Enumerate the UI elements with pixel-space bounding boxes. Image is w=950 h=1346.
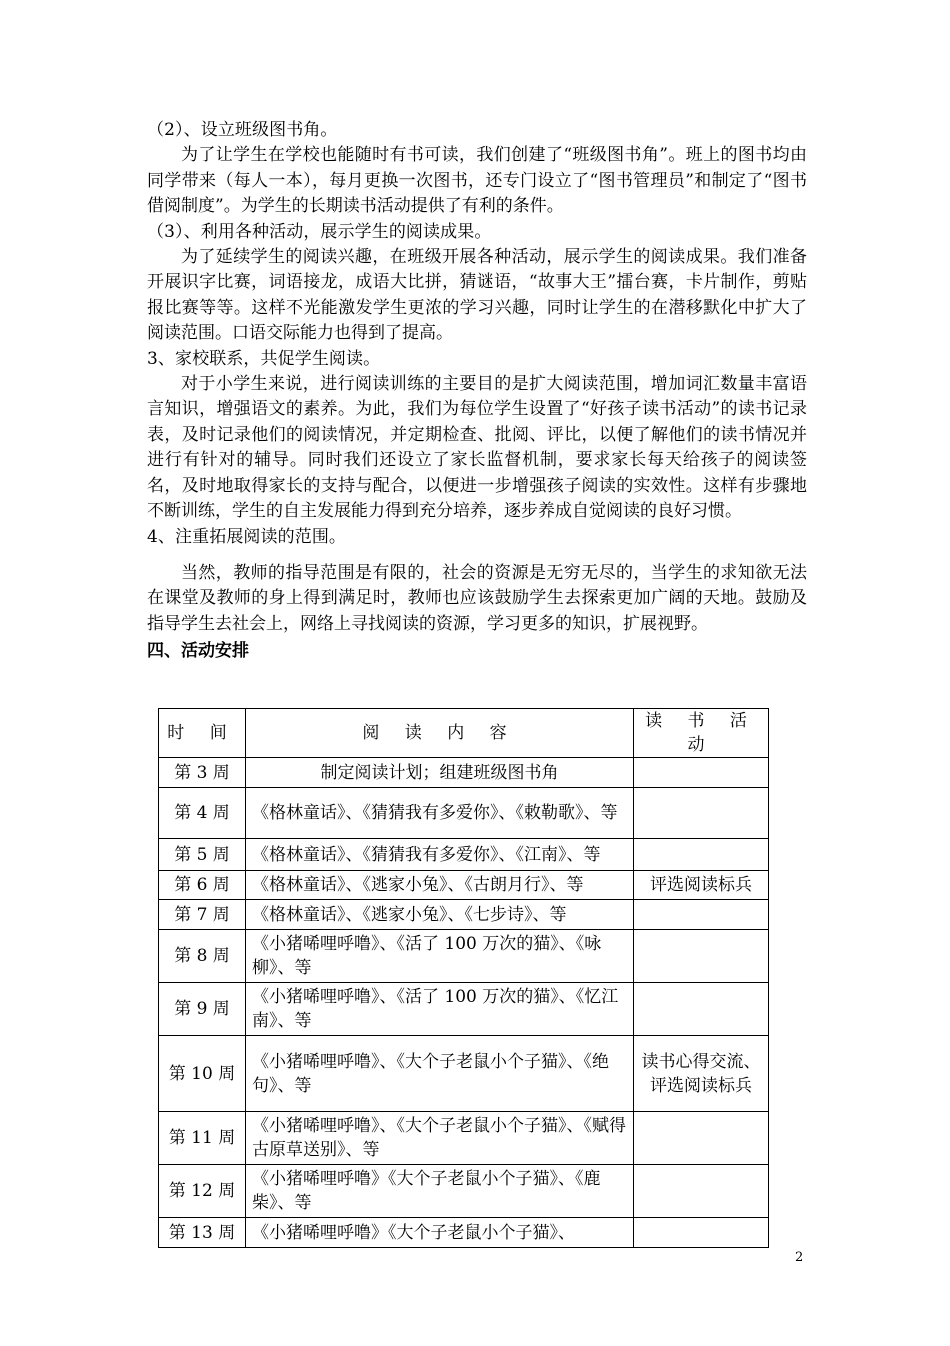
activity-cell — [634, 1165, 769, 1218]
week-cell: 第 3 周 — [159, 758, 246, 788]
week-cell: 第 11 周 — [159, 1112, 246, 1165]
paragraph-book-corner: 为了让学生在学校也能随时有书可读，我们创建了“班级图书角”。班上的图书均由同学带来（每人一本），每月更换一次图书，还专门设立了“图书管理员”和制定了“图书借阅制度”。为学生的长期读书活动提供了有利的条件。 — [147, 145, 807, 216]
content-cell: 《格林童话》、《猜猜我有多爱你》、《敕勒歌》、等 — [246, 788, 634, 839]
paragraph-extend-reading: 当然，教师的指导范围是有限的，社会的资源是无穷无尽的，当学生的求知欲无法在课堂及教师的身上得到满足时，教师也应该鼓励学生去探索更加广阔的天地。鼓励及指导学生去社会上，网络上寻找阅读的资源，学习更多的知识，扩展视野。 — [147, 562, 807, 634]
content-cell: 《小猪唏哩呼噜》、《大个子老鼠小个子猫》、《赋得古原草送别》、等 — [246, 1112, 634, 1165]
table-row — [159, 1112, 769, 1165]
table-row — [159, 983, 769, 1036]
section-title-activities: （3）、利用各种活动，展示学生的阅读成果。 — [147, 221, 492, 242]
week-cell: 第 5 周 — [159, 839, 246, 871]
activity-cell — [634, 758, 769, 788]
paragraph-activities: 为了延续学生的阅读兴趣，在班级开展各种活动，展示学生的阅读成果。我们准备开展识字比赛，词语接龙，成语大比拼，猜谜语，“故事大王”擂台赛，卡片制作，剪贴报比赛等等。这样不光能激发学生更浓的学习兴趣，同时让学生的在潜移默化中扩大了阅读范围。口语交际能力也得到了提高。 — [147, 246, 807, 343]
content-cell: 《小猪唏哩呼噜》、《大个子老鼠小个子猫》、《绝句》、等 — [246, 1036, 634, 1112]
content-cell: 制定阅读计划；组建班级图书角 — [246, 758, 634, 788]
week-cell: 第 6 周 — [159, 871, 246, 900]
activity-cell — [634, 900, 769, 930]
activity-schedule-table — [158, 708, 769, 1248]
table-row — [159, 758, 769, 788]
week-cell: 第 12 周 — [159, 1165, 246, 1218]
week-cell: 第 4 周 — [159, 788, 246, 839]
table-row — [159, 1165, 769, 1218]
week-cell: 第 10 周 — [159, 1036, 246, 1112]
section-heading-schedule: 四、活动安排 — [147, 641, 249, 661]
table-row — [159, 900, 769, 930]
activity-cell — [634, 983, 769, 1036]
week-cell: 第 13 周 — [159, 1218, 246, 1248]
header-activity: 读 书 活 动 — [634, 709, 769, 758]
table-header-row — [159, 709, 769, 758]
document-body — [147, 118, 807, 663]
table-row — [159, 788, 769, 839]
content-cell: 《小猪唏哩呼噜》《大个子老鼠小个子猫》、《鹿柴》、等 — [246, 1165, 634, 1218]
table-row — [159, 839, 769, 871]
activity-cell: 读书心得交流、评选阅读标兵 — [634, 1036, 769, 1112]
header-time: 时 间 — [159, 709, 246, 758]
week-cell: 第 9 周 — [159, 983, 246, 1036]
activity-cell — [634, 788, 769, 839]
paragraph-home-school: 对于小学生来说，进行阅读训练的主要目的是扩大阅读范围，增加词汇数量丰富语言知识，增强语文的素养。为此，我们为每位学生设置了“好孩子读书活动”的读书记录表，及时记录他们的阅读情况，并定期检查、批阅、评比，以便了解他们的读书情况并进行有针对的辅导。同时我们还设立了家长监督机制，要求家长每天给孩子的阅读签名，及时地取得家长的支持与配合，以便进一步增强孩子阅读的实效性。这样有步骤地不断训练，学生的自主发展能力得到充分培养，逐步养成自觉阅读的良好习惯。 — [147, 373, 807, 521]
table-row — [159, 930, 769, 983]
content-cell: 《格林童话》、《猜猜我有多爱你》、《江南》、等 — [246, 839, 634, 871]
content-cell: 《小猪唏哩呼噜》《大个子老鼠小个子猫》、 — [246, 1218, 634, 1248]
activity-cell: 评选阅读标兵 — [634, 871, 769, 900]
content-cell: 《小猪唏哩呼噜》、《活了 100 万次的猫》、《忆江南》、等 — [246, 983, 634, 1036]
activity-cell — [634, 930, 769, 983]
content-cell: 《格林童话》、《逃家小兔》、《七步诗》、等 — [246, 900, 634, 930]
week-cell: 第 7 周 — [159, 900, 246, 930]
activity-cell — [634, 839, 769, 871]
table-row — [159, 871, 769, 900]
content-cell: 《小猪唏哩呼噜》、《活了 100 万次的猫》、《咏柳》、等 — [246, 930, 634, 983]
table-row — [159, 1218, 769, 1248]
table-row — [159, 1036, 769, 1112]
activity-cell — [634, 1112, 769, 1165]
activity-cell — [634, 1218, 769, 1248]
section-title-extend-reading: 4、注重拓展阅读的范围。 — [147, 526, 347, 547]
section-title-home-school: 3、家校联系，共促学生阅读。 — [147, 348, 381, 369]
week-cell: 第 8 周 — [159, 930, 246, 983]
section-title-book-corner: （2）、设立班级图书角。 — [147, 120, 338, 140]
header-content: 阅 读 内 容 — [246, 709, 634, 758]
page-number: 2 — [795, 1250, 804, 1265]
content-cell: 《格林童话》、《逃家小兔》、《古朗月行》、等 — [246, 871, 634, 900]
